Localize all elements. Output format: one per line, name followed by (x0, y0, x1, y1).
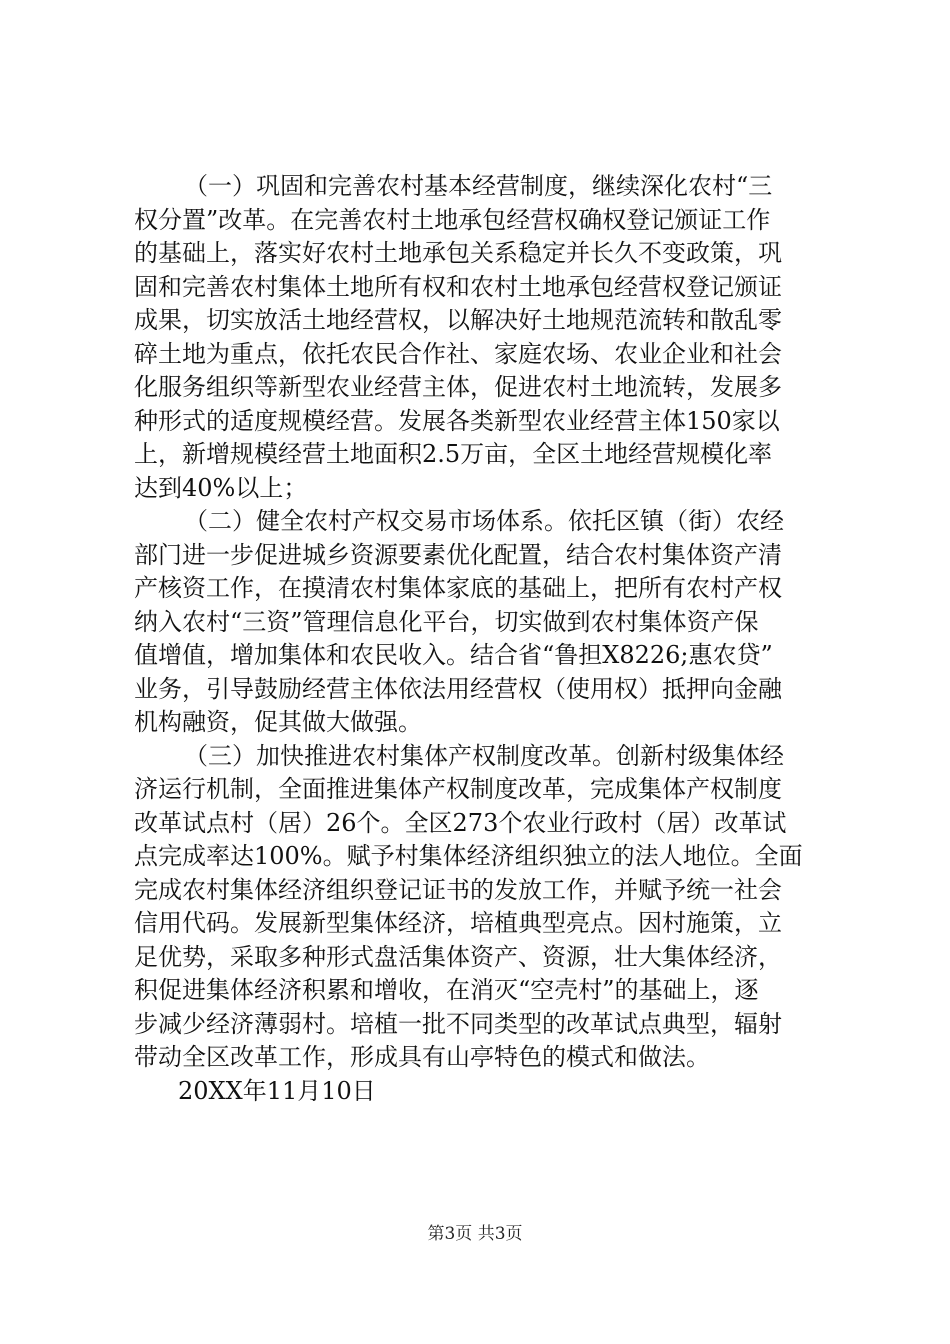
paragraph-line: 业务，引导鼓励经营主体依法用经营权（使用权）抵押向金融 (134, 674, 782, 703)
paragraph-line: 积促进集体经济积累和增收，在消灭“空壳村”的基础上，逐 (134, 976, 759, 1004)
paragraph-line: 固和完善农村集体土地所有权和农村土地承包经营权登记颁证 (134, 272, 782, 301)
paragraph-line: 权分置”改革。在完善农村土地承包经营权确权登记颁证工作 (134, 205, 771, 234)
paragraph-line: 改革试点村（居）26个。全区273个农业行政村（居）改革试 (134, 808, 787, 837)
paragraph-line: 足优势，采取多种形式盘活集体资产、资源，壮大集体经济， (134, 942, 782, 971)
paragraph-line: 的基础上，落实好农村土地承包关系稳定并长久不变政策，巩 (134, 239, 782, 267)
paragraph-line: 部门进一步促进城乡资源要素优化配置，结合农村集体资产清 (134, 540, 782, 569)
paragraph-line: 达到40%以上； (134, 473, 308, 502)
paragraph-line: 产核资工作，在摸清农村集体家底的基础上，把所有农村产权 (134, 574, 782, 602)
paragraph-2 (134, 505, 834, 740)
paragraph-line: （二）健全农村产权交易市场体系。依托区镇（街）农经 (184, 507, 784, 535)
paragraph-1 (134, 170, 834, 505)
paragraph-line: （一）巩固和完善农村基本经营制度，继续深化农村“三 (184, 172, 773, 200)
paragraph-line: 成果，切实放活土地经营权，以解决好土地规范流转和散乱零 (134, 306, 782, 334)
paragraph-line: 信用代码。发展新型集体经济，培植典型亮点。因村施策，立 (134, 909, 782, 937)
paragraph-line: （三）加快推进农村集体产权制度改革。创新村级集体经 (184, 741, 784, 770)
page-number-footer: 第3页 共3页 (427, 1224, 523, 1244)
paragraph-line: 值增值，增加集体和农民收入。结合省“鲁担X8226;惠农贷” (134, 641, 773, 669)
paragraph-line: 步减少经济薄弱村。培植一批不同类型的改革试点典型，辐射 (134, 1009, 782, 1038)
paragraph-line: 点完成率达100%。赋予村集体经济组织独立的法人地位。全面 (134, 842, 803, 870)
paragraph-line: 济运行机制，全面推进集体产权制度改革，完成集体产权制度 (134, 775, 782, 803)
paragraph-line: 种形式的适度规模经营。发展各类新型农业经营主体150家以 (134, 406, 780, 435)
paragraph-line: 碎土地为重点，依托农民合作社、家庭农场、农业企业和社会 (134, 339, 782, 368)
document-date: 20XX年11月10日 (178, 1076, 376, 1105)
paragraph-3 (134, 740, 834, 1075)
paragraph-line: 纳入农村“三资”管理信息化平台，切实做到农村集体资产保 (134, 607, 759, 636)
paragraph-line: 化服务组织等新型农业经营主体，促进农村土地流转，发展多 (134, 373, 782, 401)
document-body (134, 170, 834, 1108)
paragraph-line: 机构融资，促其做大做强。 (134, 708, 422, 736)
paragraph-line: 上，新增规模经营土地面积2.5万亩，全区土地经营规模化率 (134, 440, 773, 468)
paragraph-line: 带动全区改革工作，形成具有山亭特色的模式和做法。 (134, 1043, 710, 1071)
paragraph-line: 完成农村集体经济组织登记证书的发放工作，并赋予统一社会 (134, 875, 782, 904)
